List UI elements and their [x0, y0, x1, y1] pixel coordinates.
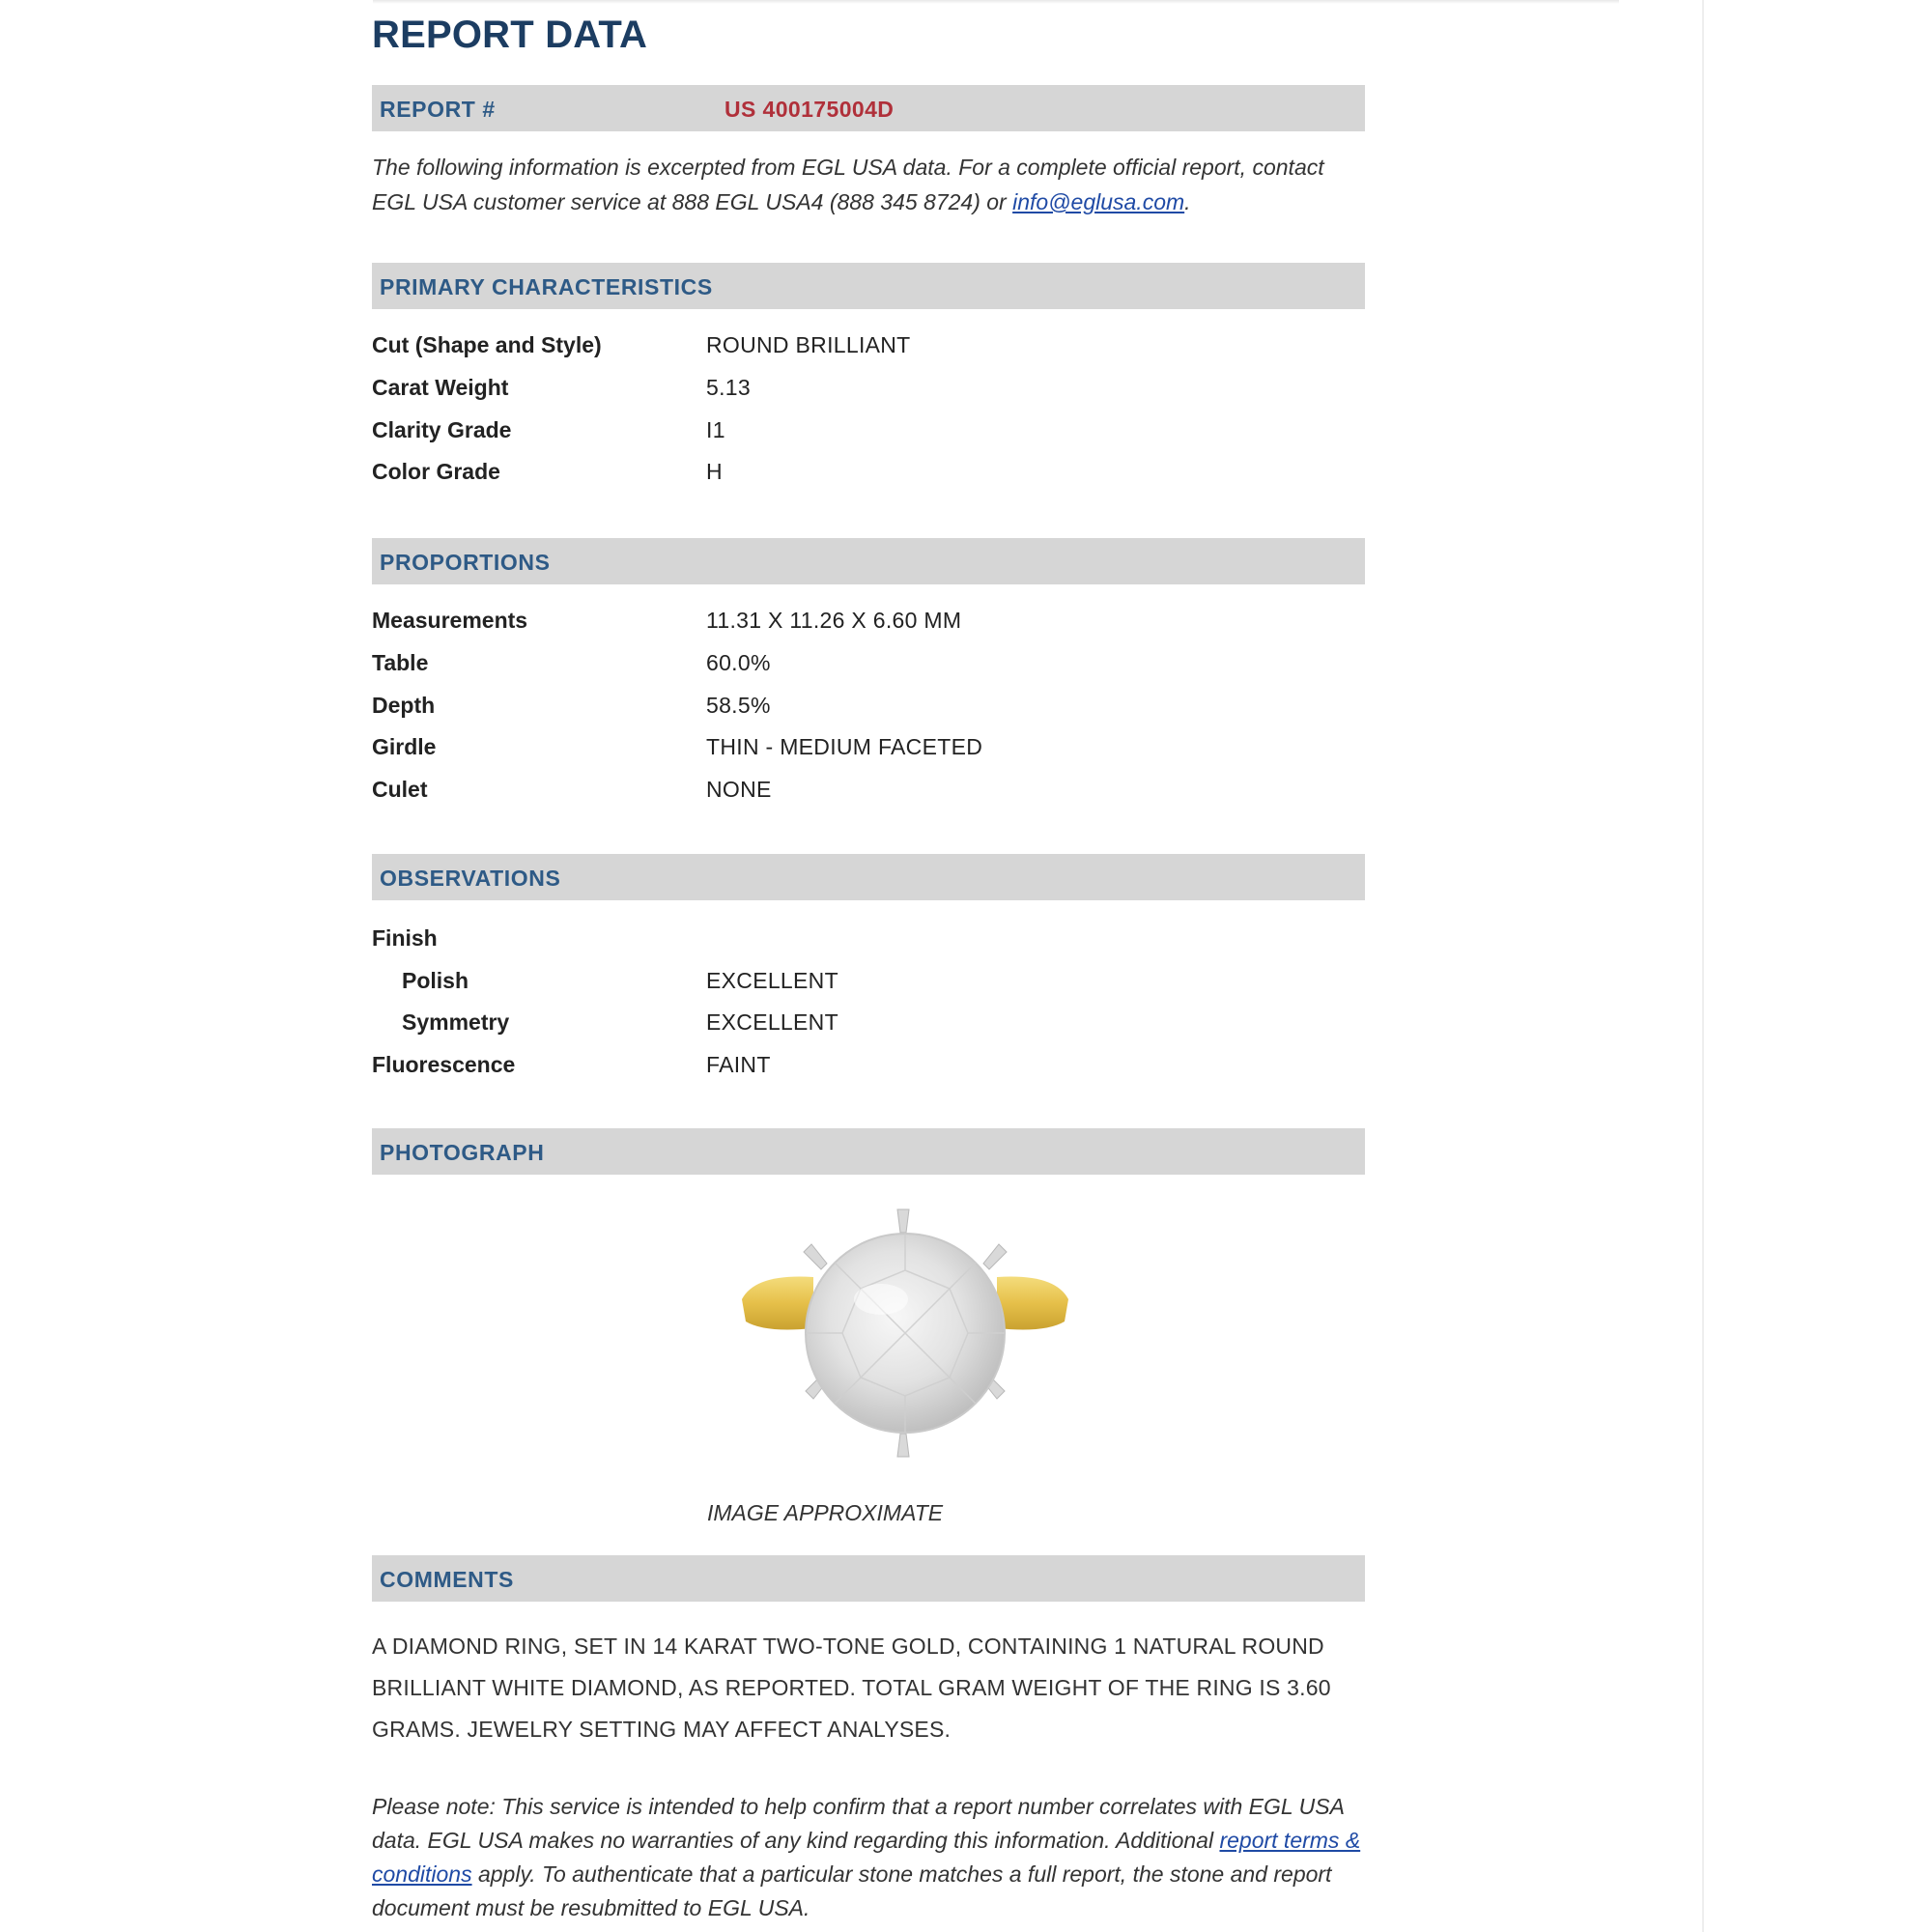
ring-band-right [997, 1276, 1068, 1329]
photograph-heading: PHOTOGRAPH [380, 1140, 545, 1165]
row-label: Cut (Shape and Style) [372, 332, 602, 357]
proportions-heading: PROPORTIONS [380, 550, 551, 575]
comments-bar [372, 1555, 1365, 1602]
report-number-label: REPORT # [380, 97, 496, 122]
primary-characteristics-bar [372, 263, 1365, 309]
proportions-bar [372, 538, 1365, 584]
row-value: EXCELLENT [706, 968, 838, 993]
row-label: Carat Weight [372, 375, 509, 400]
table-row [372, 332, 1365, 363]
top-shadow [373, 0, 1619, 4]
finish-label: Finish [372, 925, 438, 951]
email-link[interactable]: info@eglusa.com [1012, 189, 1185, 214]
ring-band-left [742, 1276, 813, 1329]
table-row [372, 1009, 1365, 1040]
table-row [372, 734, 1365, 765]
photo-caption: IMAGE APPROXIMATE [707, 1500, 944, 1525]
table-row [372, 925, 1365, 956]
table-row [372, 375, 1365, 406]
photograph-bar [372, 1128, 1365, 1175]
note-text-after: apply. To authenticate that a particular stone matches a full report, the stone and report document must be resubmitted to EGL USA. [372, 1861, 1332, 1920]
diamond-highlight [854, 1284, 908, 1315]
row-value: FAINT [706, 1052, 771, 1077]
right-divider [1702, 0, 1704, 1932]
comments-text: A DIAMOND RING, SET IN 14 KARAT TWO-TONE GOLD, CONTAINING 1 NATURAL ROUND BRILLIANT WHITE DIAMOND, AS REPORTED. TOTAL GRAM WEIGHT OF THE RING IS 3.60 GRAMS. JEWELRY SETTING MAY AFFECT ANALYSES. [372, 1634, 1331, 1742]
row-label: Fluorescence [372, 1052, 516, 1077]
table-row [372, 650, 1365, 681]
table-row [372, 693, 1365, 724]
row-value: 58.5% [706, 693, 771, 718]
row-label: Culet [372, 777, 428, 802]
table-row [372, 417, 1365, 448]
primary-characteristics-heading: PRIMARY CHARACTERISTICS [380, 274, 713, 299]
table-row [372, 608, 1365, 639]
note-text-before: Please note: This service is intended to help confirm that a report number correlates with EGL USA data. EGL USA makes no warranties of any kind regarding this information. Additional [372, 1794, 1345, 1853]
row-value: ROUND BRILLIANT [706, 332, 911, 357]
row-label: Polish [402, 968, 469, 993]
intro-text-after: . [1184, 189, 1191, 214]
disclaimer-note [372, 1790, 1365, 1925]
row-label: Symmetry [402, 1009, 510, 1035]
row-label: Clarity Grade [372, 417, 512, 442]
observations-heading: OBSERVATIONS [380, 866, 561, 891]
row-value: H [706, 459, 723, 484]
row-value: 60.0% [706, 650, 771, 675]
table-row [372, 968, 1365, 999]
row-label: Measurements [372, 608, 528, 633]
row-label: Girdle [372, 734, 437, 759]
row-label: Table [372, 650, 429, 675]
observations-bar [372, 854, 1365, 900]
row-label: Depth [372, 693, 436, 718]
table-row [372, 1052, 1365, 1083]
row-value: 5.13 [706, 375, 751, 400]
table-row [372, 459, 1365, 490]
row-label: Color Grade [372, 459, 500, 484]
row-value: EXCELLENT [706, 1009, 838, 1035]
report-number-bar [372, 85, 1365, 131]
terms-link[interactable]: report terms & conditions [372, 1828, 1361, 1887]
row-value: I1 [706, 417, 725, 442]
diamond-facets [806, 1234, 1005, 1433]
report-number-value: US 400175004D [724, 97, 895, 122]
row-value: 11.31 X 11.26 X 6.60 MM [706, 608, 962, 633]
row-value: THIN - MEDIUM FACETED [706, 734, 983, 759]
comments-heading: COMMENTS [380, 1567, 514, 1592]
intro-text [372, 150, 1365, 219]
intro-text-before: The following information is excerpted from EGL USA data. For a complete official report, contact EGL USA customer service at 888 EGL USA4 (888 345 8724) or [372, 155, 1324, 214]
diamond-ring-photo [736, 1208, 1074, 1459]
page-title: REPORT DATA [372, 14, 648, 56]
table-row [372, 777, 1365, 808]
row-value: NONE [706, 777, 772, 802]
